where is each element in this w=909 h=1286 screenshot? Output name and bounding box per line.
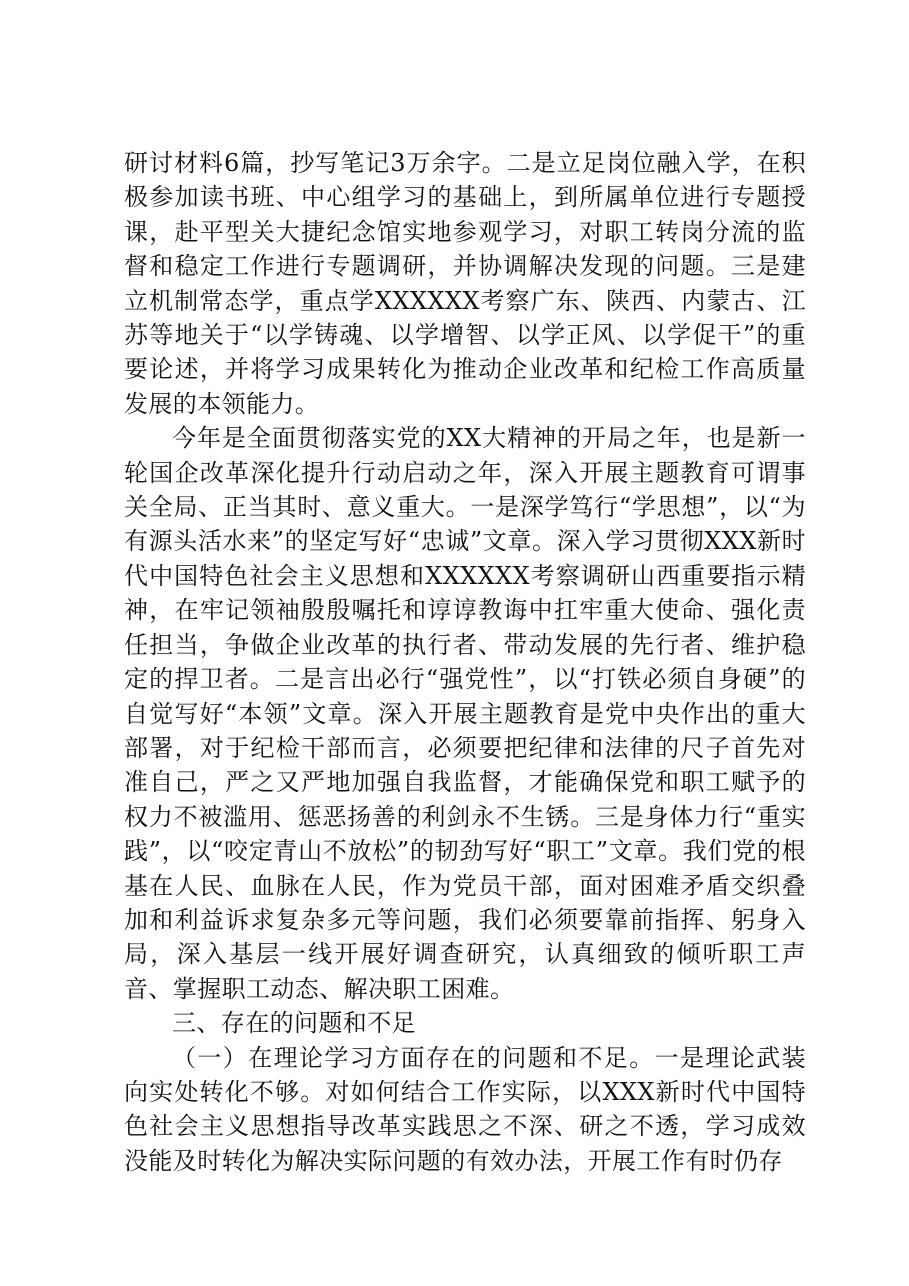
document-body [124,146,806,1178]
paragraph-theme-education: 今年是全面贯彻落实党的XX大精神的开局之年，也是新一轮国企改革深化提升行动启动之年，深入开展主题教育可谓事关全局、正当其时、意义重大。一是深学笃行“学思想”，以“为有源头活水来”的坚定写好“忠诚”文章。深入学习贯彻XXX新时代中国特色社会主义思想和XXXXXX考察调研山西重要指示精神，在牢记领袖殷殷嘱托和谆谆教诲中扛牢重大使命、强化责任担当，争做企业改革的执行者、带动发展的先行者、维护稳定的捍卫者。二是言出必行“强党性”，以“打铁必须自身硬”的自觉写好“本领”文章。深入开展主题教育是党中央作出的重大部署，对于纪检干部而言，必须要把纪律和法律的尺子首先对准自己，严之又严地加强自我监督，才能确保党和职工赋予的权力不被滥用、惩恶扬善的利剑永不生锈。三是身体力行“重实践”，以“咬定青山不放松”的韧劲写好“职工”文章。我们党的根基在人民、血脉在人民，作为党员干部，面对困难矛盾交织叠加和利益诉求复杂多元等问题，我们必须要靠前指挥、躬身入局，深入基层一线开展好调查研究，认真细致的倾听职工声音、掌握职工动态、解决职工困难。 [124,424,806,1003]
section-heading-problems: 三、存在的问题和不足 [172,1009,416,1038]
paragraph-theory-study-problems: （一）在理论学习方面存在的问题和不足。一是理论武装向实处转化不够。对如何结合工作实际，以XXX新时代中国特色社会主义思想指导改革实践思之不深、研之不透，学习成效没能及时转化为解决实际问题的有效办法，开展工作有时仍存 [124,1043,806,1175]
paragraph-study-summary: 研讨材料6篇，抄写笔记3万余字。二是立足岗位融入学，在积极参加读书班、中心组学习的基础上，到所属单位进行专题授课，赴平型关大捷纪念馆实地参观学习，对职工转岗分流的监督和稳定工作进行专题调研，并协调解决发现的问题。三是建立机制常态学，重点学XXXXXX考察广东、陕西、内蒙古、江苏等地关于“以学铸魂、以学增智、以学正风、以学促干”的重要论述，并将学习成果转化为推动企业改革和纪检工作高质量发展的本领能力。 [124,149,806,418]
